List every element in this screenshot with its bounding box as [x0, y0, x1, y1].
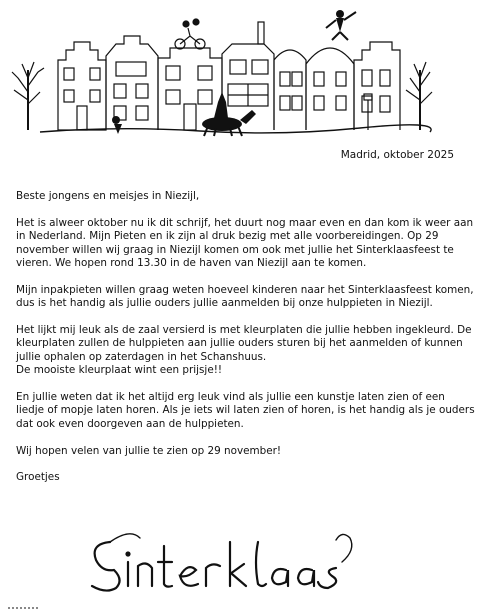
- letter-date: Madrid, oktober 2025: [340, 149, 454, 161]
- letter-paragraph: De mooiste kleurplaat wint een prijsje!!: [16, 364, 223, 377]
- letter-paragraph: En jullie weten dat ik het altijd erg leuk vind als jullie een kunstje laten zien of een liedje of mopje laten horen. Als je iets wil laten zien of horen, is het handig als je ouders dat ook even doorgeven aan de hulppieten.: [16, 391, 475, 430]
- piet-icon: [108, 116, 126, 134]
- signature-sinterklaas: [80, 522, 380, 594]
- letter-paragraph: Het is alweer oktober nu ik dit schrijf, het duurt nog maar even en dan kom ik weer aan in Nederland. Mijn Pieten en ik zijn al druk bezig met alle voorbereidingen. Op 29 november willen wij graag in Niezijl komen om ook met jullie het Sinterklaasfeest te vieren. We hopen rond 13.30 in de haven van Niezijl aan te komen.: [16, 216, 474, 270]
- rooftop-piet-icon: [326, 10, 356, 40]
- letter-paragraph: Mijn inpakpieten willen graag weten hoeveel kinderen naar het Sinterklaasfeest komen, dus is het handig als jullie ouders jullie aanmelden bij onze hulppieten in Niezijl.: [16, 283, 474, 310]
- letter-paragraph: Wij hopen velen van jullie te zien op 29 november!: [16, 444, 282, 457]
- letter-body: [16, 190, 476, 498]
- tree-icon: [406, 62, 432, 130]
- cropped-text-fragment: [0, 600, 488, 611]
- letter-greeting: Beste jongens en meisjes in Niezijl,: [16, 190, 200, 202]
- bicycle-pieten-icon: [175, 19, 205, 49]
- header-illustration: [0, 0, 488, 140]
- letter-closing: Groetjes: [16, 471, 60, 484]
- tree-icon: [12, 62, 44, 130]
- letter-paragraph: Het lijkt mij leuk als de zaal versierd is met kleurplaten die jullie hebben ingekleurd. De kleurplaten zullen de hulppieten aan jullie ouders sturen bij het aanmelden of kunnen jullie ophalen op zaterdagen in het Schanshuus.: [16, 324, 472, 363]
